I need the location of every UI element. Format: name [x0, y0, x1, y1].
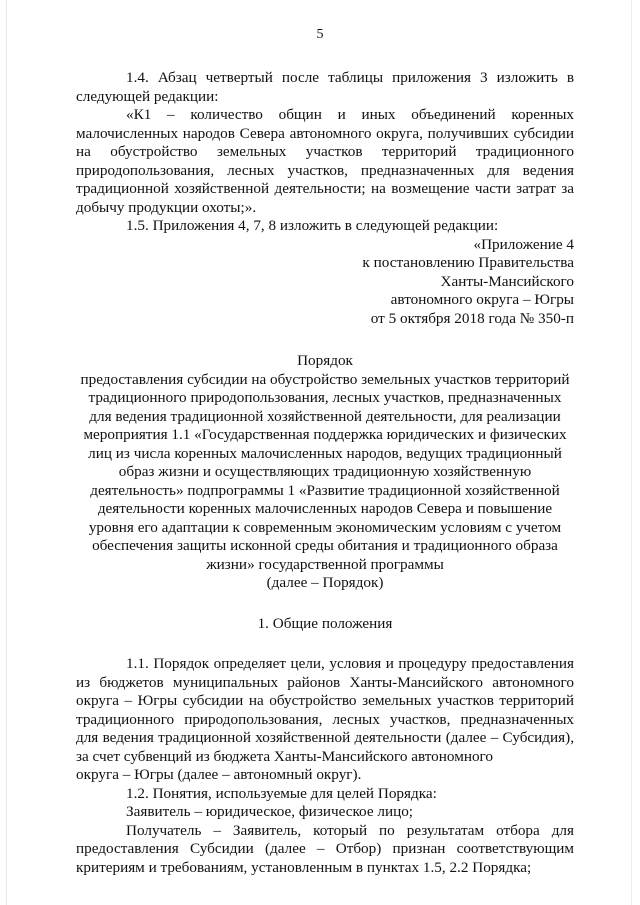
- document-title-block: [76, 352, 574, 593]
- title-body: предоставления субсидии на обустройство земельных участков территорий традиционного природопользования, лесных участков, предназначенных для ведения традиционной хозяйственной деятельности, для реализации мероприятия 1.1 «Государственная поддержка юридических и физических лиц из числа коренных малочисленных народов, ведущих традиционный образ жизни и осуществляющих традиционную хозяйственную деятельность» подпрограммы 1 «Развитие традиционной хозяйственной деятельности коренных малочисленных народов Севера и повышение уровня его адаптации к современным экономическим условиям с учетом обеспечения защиты исконной среды обитания и традиционного образа жизни» государственной программы: [80, 370, 570, 573]
- paragraph-1-5: 1.5. Приложения 4, 7, 8 изложить в следующей редакции:: [126, 217, 499, 234]
- approval-block: [76, 236, 574, 329]
- paragraph-1-1: 1.1. Порядок определяет цели, условия и процедуру предоставления из бюджетов муниципальных районов Ханты-Мансийского автономного округа – Югры субсидии на обустройство земельных участков территорий традиционного природопользования, лесных участков, предназначенных для ведения традиционной хозяйственной деятельности (далее – Субсидия), за счет субвенций из бюджета Ханты-Мансийского автономного: [76, 655, 574, 765]
- scan-edge-right: [631, 0, 632, 905]
- paragraph-1-1-continuation: округа – Югры (далее – автономный округ).: [76, 766, 362, 783]
- paragraph-k1-definition: «К1 – количество общин и иных объединений коренных малочисленных народов Севера автономного округа, получивших субсидии на обустройство земельных участков территорий традиционного природопользования, лесных участков, предназначенных для ведения традиционной хозяйственной деятельности; на возмещение части затрат за добычу продукции охоты;».: [76, 106, 574, 216]
- page-number: 5: [316, 27, 324, 42]
- approval-line: автономного округа – Югры: [390, 291, 574, 308]
- title-note: (далее – Порядок): [266, 574, 384, 591]
- paragraph-1-2: 1.2. Понятия, используемые для целей Порядка:: [126, 784, 437, 802]
- approval-line: к постановлению Правительства: [362, 254, 574, 271]
- title-heading: Порядок: [297, 352, 353, 369]
- approval-line: Ханты-Мансийского: [440, 272, 574, 290]
- definition-applicant: Заявитель – юридическое, физическое лицо;: [126, 803, 414, 820]
- approval-line: «Приложение 4: [473, 235, 574, 253]
- approval-line: от 5 октября 2018 года № 350-п: [370, 309, 574, 327]
- document-body: [76, 69, 574, 877]
- paragraph-1-4: 1.4. Абзац четвертый после таблицы приложения 3 изложить в следующей редакции:: [76, 69, 574, 105]
- section-heading: 1. Общие положения: [257, 614, 393, 632]
- scan-edge-left: [6, 0, 7, 905]
- definition-recipient: Получатель – Заявитель, который по результатам отбора для предоставления Субсидии (далее – Отбор) признан соответствующим критериям и требованиям, установленным в пунктах 1.5, 2.2 Порядка;: [76, 821, 574, 876]
